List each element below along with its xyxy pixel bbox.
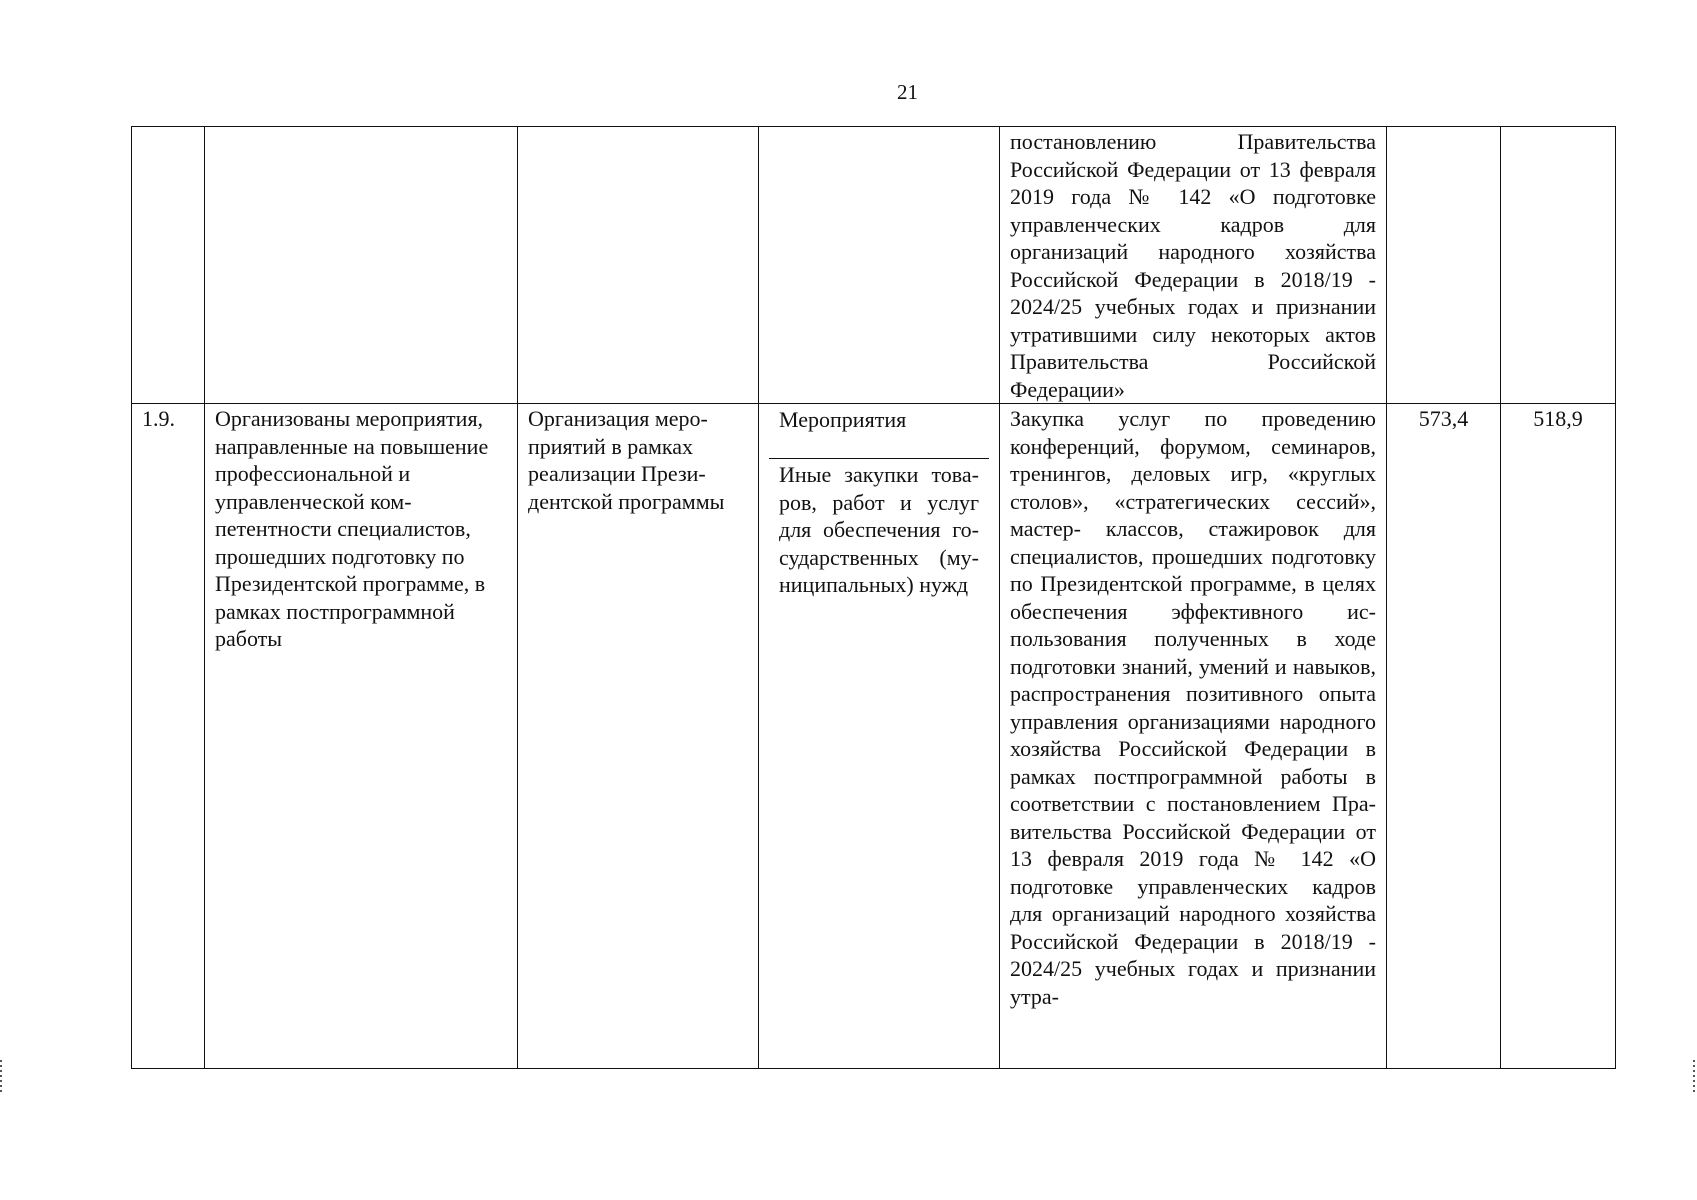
cell-empty-number [132, 127, 205, 404]
cell-activity: Организация мероприятий в рамках реализации Президентской программы [518, 404, 759, 1069]
cell-empty-type [759, 127, 1000, 404]
cell-value-2: 518,9 [1501, 404, 1616, 1069]
scan-artifact-left [0, 1060, 2, 1094]
page-number: 21 [897, 80, 918, 104]
cell-empty-value-2 [1501, 127, 1616, 404]
cell-description: Закупка услуг по проведению конференций, форумом, семинаров, тренингов, деловых игр, «круглых столов», «стратегических сессий», мастер- классов, стажировок для специалистов, прошедших подготовку по Президентской программе, в целях обеспечения эффективного использования полученных в ходе подготовки знаний, умений и навыков, распространения позитивного опыта управления организациями народного хозяйства Российской Федерации в рамках постпрограммной работы в соответствии с постановлением Правительства Российской Федерации от 13 февраля 2019 года № 142 «О подготовке управленческих кадров для организаций народного хозяйства Российской Федерации в 2018/19 - 2024/25 учебных годах и признании утра- [1000, 404, 1387, 1069]
cell-continued-description: постановлению Правительства Российской Федерации от 13 февраля 2019 года № 142 «О подготовке управленческих кадров для организаций народного хозяйства Российской Федерации в 2018/19 - 2024/25 учебных годах и признании утратившими силу некоторых актов Правительства Российской Федерации» [1000, 127, 1387, 404]
table-row-1-9 [132, 404, 1616, 1069]
cell-type [759, 404, 1000, 1069]
table-row-continued [132, 127, 1616, 404]
cell-type-top: Мероприятия [769, 405, 989, 459]
document-table [131, 126, 1616, 1069]
cell-value-1: 573,4 [1387, 404, 1501, 1069]
cell-empty-value-1 [1387, 127, 1501, 404]
cell-empty-activity [518, 127, 759, 404]
cell-row-number: 1.9. [132, 404, 205, 1069]
cell-type-bottom: Иные закупки товаров, работ и услуг для обеспечения государственных (муниципальных) нужд [779, 462, 979, 597]
cell-empty-result [205, 127, 518, 404]
cell-result: Организованы мероприятия, направленные на повышение профессиональной и управленческой компетентности специалистов, прошедших подготовку по Президентской программе, в рамках постпрограммной работы [205, 404, 518, 1069]
scan-artifact-right [1693, 1060, 1695, 1094]
